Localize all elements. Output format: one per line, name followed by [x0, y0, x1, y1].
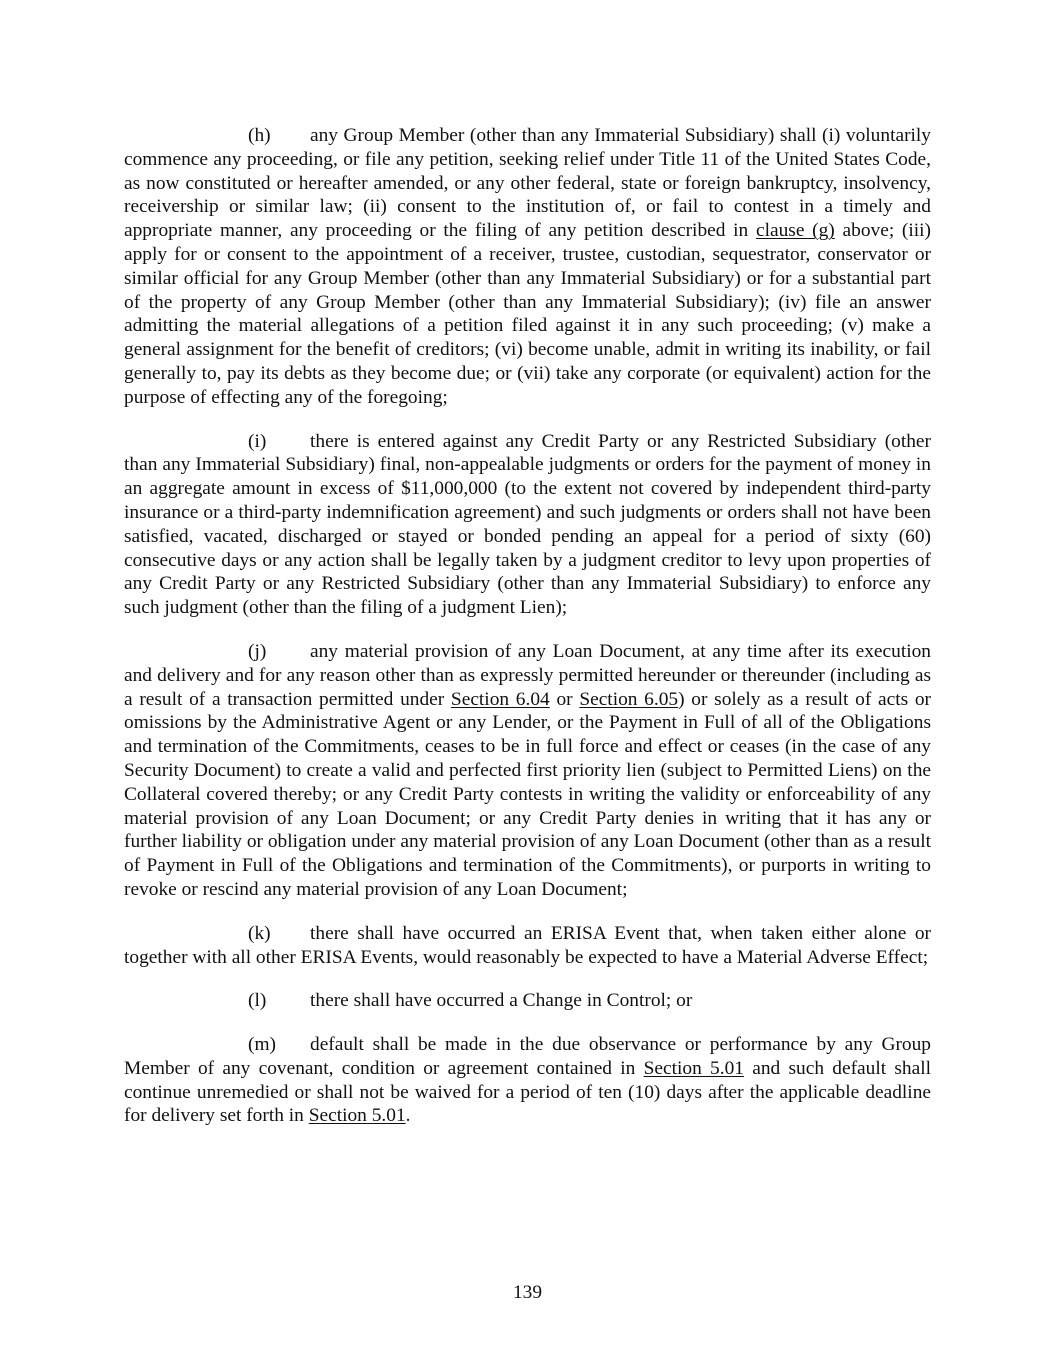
- clause-text: ) or solely as a result of acts or omissions by the Administrative Agent or any Lender, or the Payment in Full of all of the Obligations and termination of the Commitments, ceases to be in full force and effect or ceases (in the case of any Security Document) to create a valid and perfected first priority lien (subject to Permitted Liens) on the Collateral covered thereby; or any Credit Party contests in writing the validity or enforceability of any material provision of any Loan Document; or any Credit Party denies in writing that it has any or further liability or obligation under any material provision of any Loan Document (other than as a result of Payment in Full of the Obligations and termination of the Commitments), or purports in writing to revoke or rescind any material provision of any Loan Document;: [124, 688, 931, 900]
- cross-reference-link: Section 6.04: [450, 688, 550, 710]
- cross-reference-link: Section 5.01: [643, 1057, 744, 1079]
- clause-label: (k): [248, 922, 271, 944]
- clause-text: there shall have occurred an ERISA Event that, when taken either alone or together with all other ERISA Events, would reasonably be expected to have a Material Adverse Effect;: [124, 922, 931, 968]
- clause-j: [124, 640, 931, 902]
- clause-m: [124, 1033, 931, 1128]
- clause-label: (j): [248, 640, 267, 662]
- clause-text: or: [549, 688, 580, 710]
- clause-text: default shall be made in the due observance or performance by any Group Member of any covenant, condition or agreement contained in: [124, 1034, 931, 1079]
- clause-text: above; (iii) apply for or consent to the appointment of a receiver, trustee, custodian, sequestrator, conservator or similar official for any Group Member (other than any Immaterial Subsidiary) or for a substantial part of the property of any Group Member (other than any Immaterial Subsidiary); (iv) file an answer admitting the material allegations of a petition filed against it in any such proceeding; (v) make a general assignment for the benefit of creditors; (vi) become unable, admit in writing its inability, or fail generally to, pay its debts as they become due; or (vii) take any corporate (or equivalent) action for the purpose of effecting any of the foregoing;: [124, 220, 932, 408]
- clause-text: .: [405, 1105, 411, 1127]
- cross-reference-link: Section 5.01: [308, 1105, 406, 1127]
- clause-label: (l): [248, 990, 267, 1012]
- clause-text: and such default shall continue unremedied or shall not be waived for a period of ten (10) days after the applicable deadline for delivery set forth in: [124, 1057, 932, 1127]
- clause-text: there shall have occurred a Change in Control; or: [310, 990, 693, 1012]
- document-body: [124, 124, 931, 1128]
- clause-h: [124, 124, 931, 410]
- clause-label: (i): [248, 430, 267, 452]
- clause-l: [124, 989, 931, 1013]
- clause-i: [124, 430, 931, 620]
- clause-text: there is entered against any Credit Party or any Restricted Subsidiary (other than any Immaterial Subsidiary) final, non-appealable judgments or orders for the payment of money in an aggregate amount in excess of $11,000,000 (to the extent not covered by independent third-party insurance or a third-party indemnification agreement) and such judgments or orders shall not have been satisfied, vacated, discharged or stayed or bonded pending an appeal for a period of sixty (60) consecutive days or any action shall be legally taken by a judgment creditor to levy upon properties of any Credit Party or any Restricted Subsidiary (other than any Immaterial Subsidiary) to enforce any such judgment (other than the filing of a judgment Lien);: [124, 430, 931, 619]
- clause-label: (m): [248, 1034, 276, 1056]
- clause-text: any Group Member (other than any Immaterial Subsidiary) shall (i) voluntarily commence any proceeding, or file any petition, seeking relief under Title 11 of the United States Code, as now constituted or hereafter amended, or any other federal, state or foreign bankruptcy, insolvency, receivership or similar law; (ii) consent to the institution of, or fail to contest in a timely and appropriate manner, any proceeding or the filing of any petition described in: [124, 125, 931, 242]
- clause-label: (h): [248, 125, 271, 146]
- page-number: 139: [512, 1282, 543, 1303]
- clause-k: [124, 922, 931, 970]
- cross-reference-link: Section 6.05: [579, 688, 679, 710]
- clause-text: any material provision of any Loan Document, at any time after its execution and delivery and for any reason other than as expressly permitted hereunder or thereunder (including as a result of a transaction permitted under: [124, 640, 931, 710]
- cross-reference-link: clause (g): [755, 220, 835, 242]
